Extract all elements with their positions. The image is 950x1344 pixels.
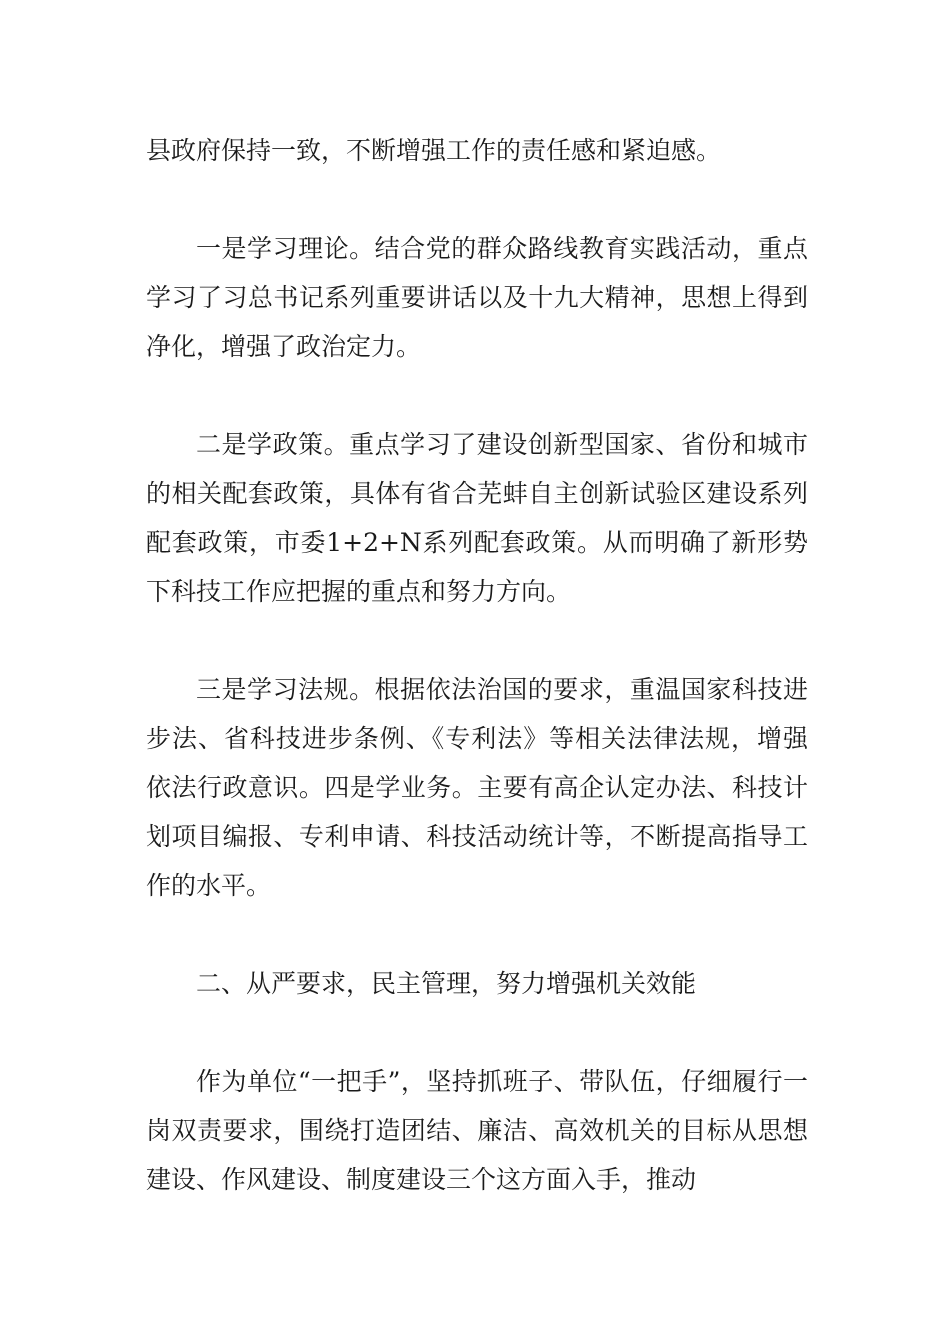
paragraph-study-policy: 二是学政策。重点学习了建设创新型国家、省份和城市的相关配套政策，具体有省合芜蚌自主创新试验区建设系列配套政策，市委1+2+N系列配套政策。从而明确了新形势下科技工作应把握的重点和努力方向。 <box>146 430 808 606</box>
paragraph-study-regulations: 三是学习法规。根据依法治国的要求，重温国家科技进步法、省科技进步条例、《专利法》等相关法律法规，增强依法行政意识。四是学业务。主要有高企认定办法、科技计划项目编报、专利申请、科技活动统计等，不断提高指导工作的水平。 <box>146 675 808 900</box>
paragraph-continuation: 县政府保持一致，不断增强工作的责任感和紧迫感。 <box>146 136 722 165</box>
document-body <box>146 126 808 1204</box>
paragraph-study-theory: 一是学习理论。结合党的群众路线教育实践活动，重点学习了习总书记系列重要讲话以及十九大精神，思想上得到净化，增强了政治定力。 <box>146 234 808 361</box>
paragraph-leadership: 作为单位“一把手”，坚持抓班子、带队伍，仔细履行一岗双责要求，围绕打造团结、廉洁、高效机关的目标从思想建设、作风建设、制度建设三个这方面入手，推动 <box>146 1067 808 1194</box>
section-heading: 二、从严要求，民主管理，努力增强机关效能 <box>196 969 697 998</box>
